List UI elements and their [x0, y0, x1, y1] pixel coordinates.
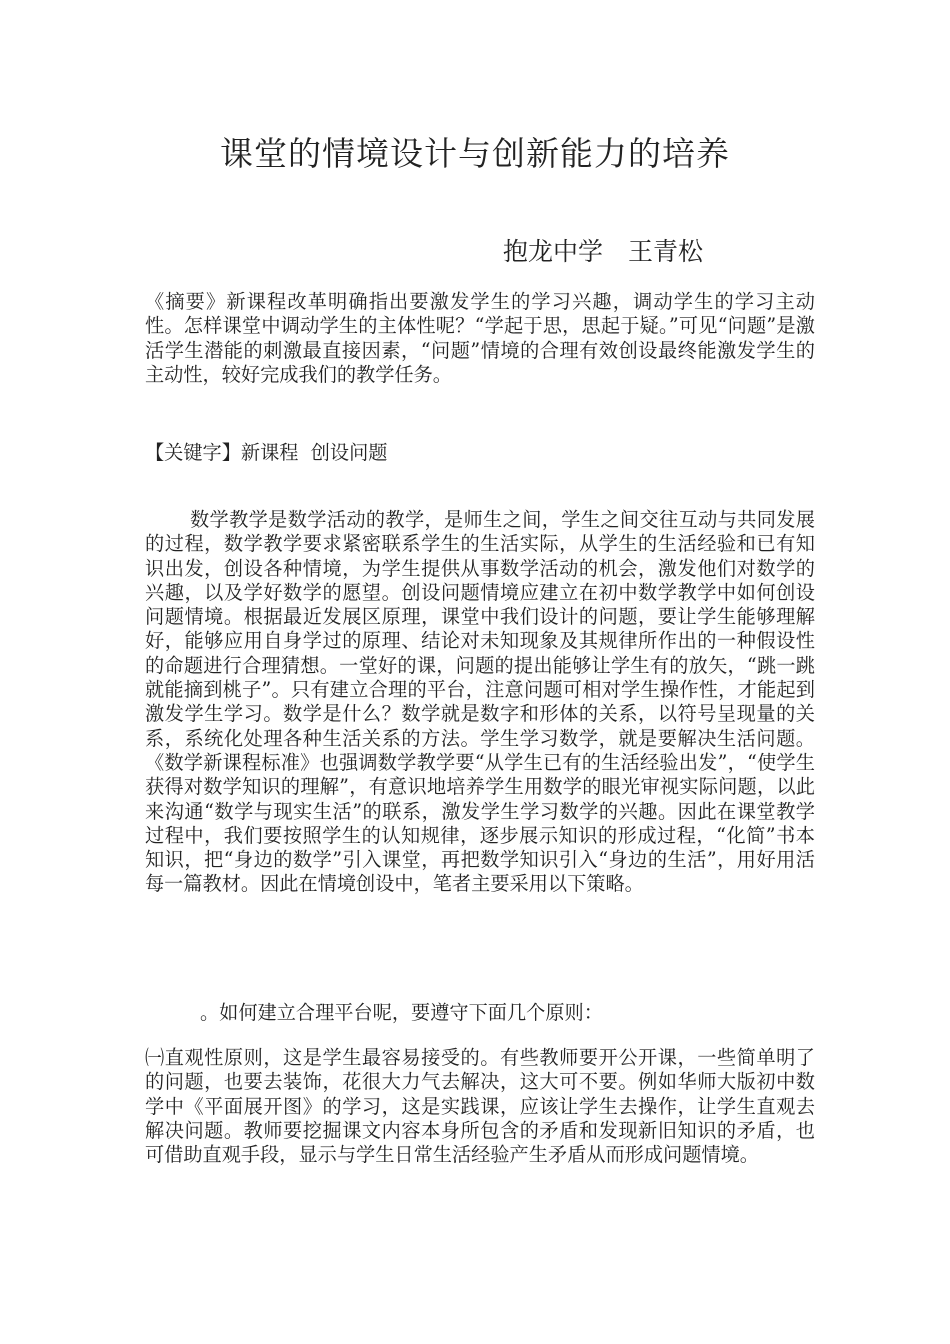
document-title: 课堂的情境设计与创新能力的培养 [220, 134, 730, 173]
keywords-line: 【关键字】新课程 创设问题 [145, 441, 388, 464]
body-paragraph: 数学教学是数学活动的教学，是师生之间，学生之间交往互动与共同发展的过程，数学教学要求紧密联系学生的生活实际，从学生的生活经验和已有知识出发，创设各种情境，为学生提供从事数学活动的机会，激发他们对数学的兴趣，以及学好数学的愿望。创设问题情境应建立在初中数学教学中如何创设问题情境。根据最近发展区原理，课堂中我们设计的问题，要让学生能够理解好，能够应用自身学过的原理、结论对未知现象及其规律所作出的一种假设性的命题进行合理猜想。一堂好的课，问题的提出能够让学生有的放矢，“跳一跳就能摘到桃子”。只有建立合理的平台，注意问题可相对学生操作性，才能起到激发学生学习。数学是什么？数学就是数字和形体的关系，以符号呈现量的关系，系统化处理各种生活关系的方法。学生学习数学，就是要解决生活问题。《数学新课程标准》也强调数学教学要“从学生已有的生活经验出发”，“使学生获得对数学知识的理解”，有意识地培养学生用数学的眼光审视实际问题，以此来沟通“数学与现实生活”的联系，激发学生学习数学的兴趣。因此在课堂教学过程中，我们要按照学生的认知规律，逐步展示知识的形成过程，“化简”书本知识，把“身边的数学”引入课堂，再把数学知识引入“身边的生活”，用好用活每一篇教材。因此在情境创设中，笔者主要采用以下策略。 [145, 508, 815, 896]
principle-1-paragraph: ㈠直观性原则，这是学生最容易接受的。有些教师要开公开课，一些简单明了的问题，也要去装饰，花很大力气去解决，这大可不要。例如华师大版初中数学中《平面展开图》的学习，这是实践课，应该让学生去操作，让学生直观去解决问题。教师要挖掘课文内容本身所包含的矛盾和发现新旧知识的矛盾，也可借助直观手段，显示与学生日常生活经验产生矛盾从而形成问题情境。 [145, 1046, 815, 1167]
author-line: 抱龙中学 王青松 [503, 237, 704, 266]
abstract-paragraph: 《摘要》新课程改革明确指出要激发学生的学习兴趣，调动学生的学习主动性。怎样课堂中调动学生的主体性呢？“学起于思，思起于疑。”可见“问题”是激活学生潜能的刺激最直接因素，“问题”情境的合理有效创设最终能激发学生的主动性，较好完成我们的教学任务。 [145, 290, 815, 386]
principle-intro: 。如何建立合理平台呢，要遵守下面几个原则： [200, 1001, 603, 1024]
